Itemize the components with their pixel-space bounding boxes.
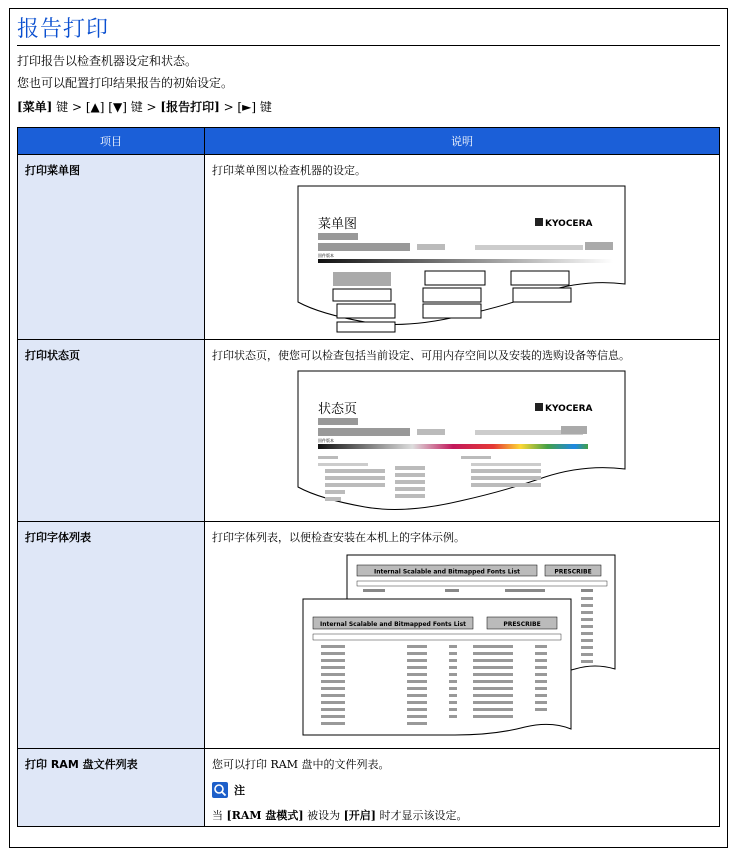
note-text-part: 当 (212, 809, 227, 822)
ram-disk-mode-label: [RAM 盘模式] (226, 809, 304, 822)
menu-map-title: 菜单图 (318, 217, 358, 232)
note-icon (212, 782, 228, 798)
item-cell (18, 155, 205, 340)
status-page-illustration (205, 369, 719, 519)
font-list-title: Internal Scalable and Bitmapped Fonts List (373, 568, 521, 576)
report-print-key: [报告打印] (160, 100, 220, 114)
header-description: 说明 (205, 128, 720, 155)
title-divider (17, 45, 720, 46)
right-key: ► (242, 100, 252, 114)
item-label: 打印菜单图 (25, 164, 80, 177)
page-title: 报告打印 (17, 17, 110, 42)
desc-cell (205, 522, 720, 749)
note-text-part: 时才显示该设定。 (376, 809, 468, 822)
font-list-badge: PRESCRIBE (554, 568, 592, 576)
on-label: [开启] (343, 809, 377, 822)
header-item: 项目 (18, 128, 205, 155)
key-path-sep: > [ (219, 100, 243, 114)
key-path-sep: ] 键 (251, 100, 272, 114)
desc-text: 打印状态页，使您可以检查包括当前设定、可用内存空间以及安装的选购设备等信息。 (212, 349, 630, 362)
desc-cell (205, 155, 720, 340)
up-key: ▲ (90, 100, 100, 114)
table-row (18, 155, 720, 340)
table-row (18, 749, 720, 827)
key-path-sep: ] [ (99, 100, 113, 114)
table-row (18, 340, 720, 522)
table-row (18, 522, 720, 749)
status-page-title: 状态页 (318, 402, 358, 417)
font-list-title: Internal Scalable and Bitmapped Fonts List (319, 621, 467, 628)
item-label: 打印字体列表 (25, 531, 91, 544)
intro-text-2: 您也可以配置打印结果报告的初始设定。 (17, 76, 234, 90)
desc-text: 打印字体列表，以便检查安装在本机上的字体示例。 (212, 531, 465, 544)
firmware-label: 固件版本 (318, 253, 334, 258)
key-path-sep: ] 键 > (122, 100, 161, 114)
note-header (205, 772, 719, 798)
menu-map-illustration (205, 184, 719, 334)
note-text (205, 798, 719, 823)
key-path-sep: 键 > [ (52, 100, 91, 114)
note-label: 注 (234, 784, 245, 797)
item-cell (18, 522, 205, 749)
menu-key: [菜单] (17, 100, 53, 114)
desc-cell (205, 340, 720, 522)
desc-cell (205, 749, 720, 827)
desc-text: 您可以打印 RAM 盘中的文件列表。 (212, 758, 390, 771)
intro-text-1: 打印报告以检查机器设定和状态。 (17, 54, 198, 68)
font-list-illustration (205, 551, 719, 747)
brand-text: KYOCERA (545, 404, 593, 414)
item-cell (18, 340, 205, 522)
item-label: 打印 RAM 盘文件列表 (25, 758, 138, 771)
settings-table (17, 127, 720, 827)
desc-text: 打印菜单图以检查机器的设定。 (212, 164, 366, 177)
item-label: 打印状态页 (25, 349, 80, 362)
key-path (17, 98, 272, 115)
firmware-label: 固件版本 (318, 438, 334, 443)
note-text-part: 被设为 (303, 809, 344, 822)
brand-text: KYOCERA (545, 219, 593, 229)
item-cell (18, 749, 205, 827)
font-list-badge: PRESCRIBE (503, 621, 541, 628)
down-key: ▼ (112, 100, 123, 114)
